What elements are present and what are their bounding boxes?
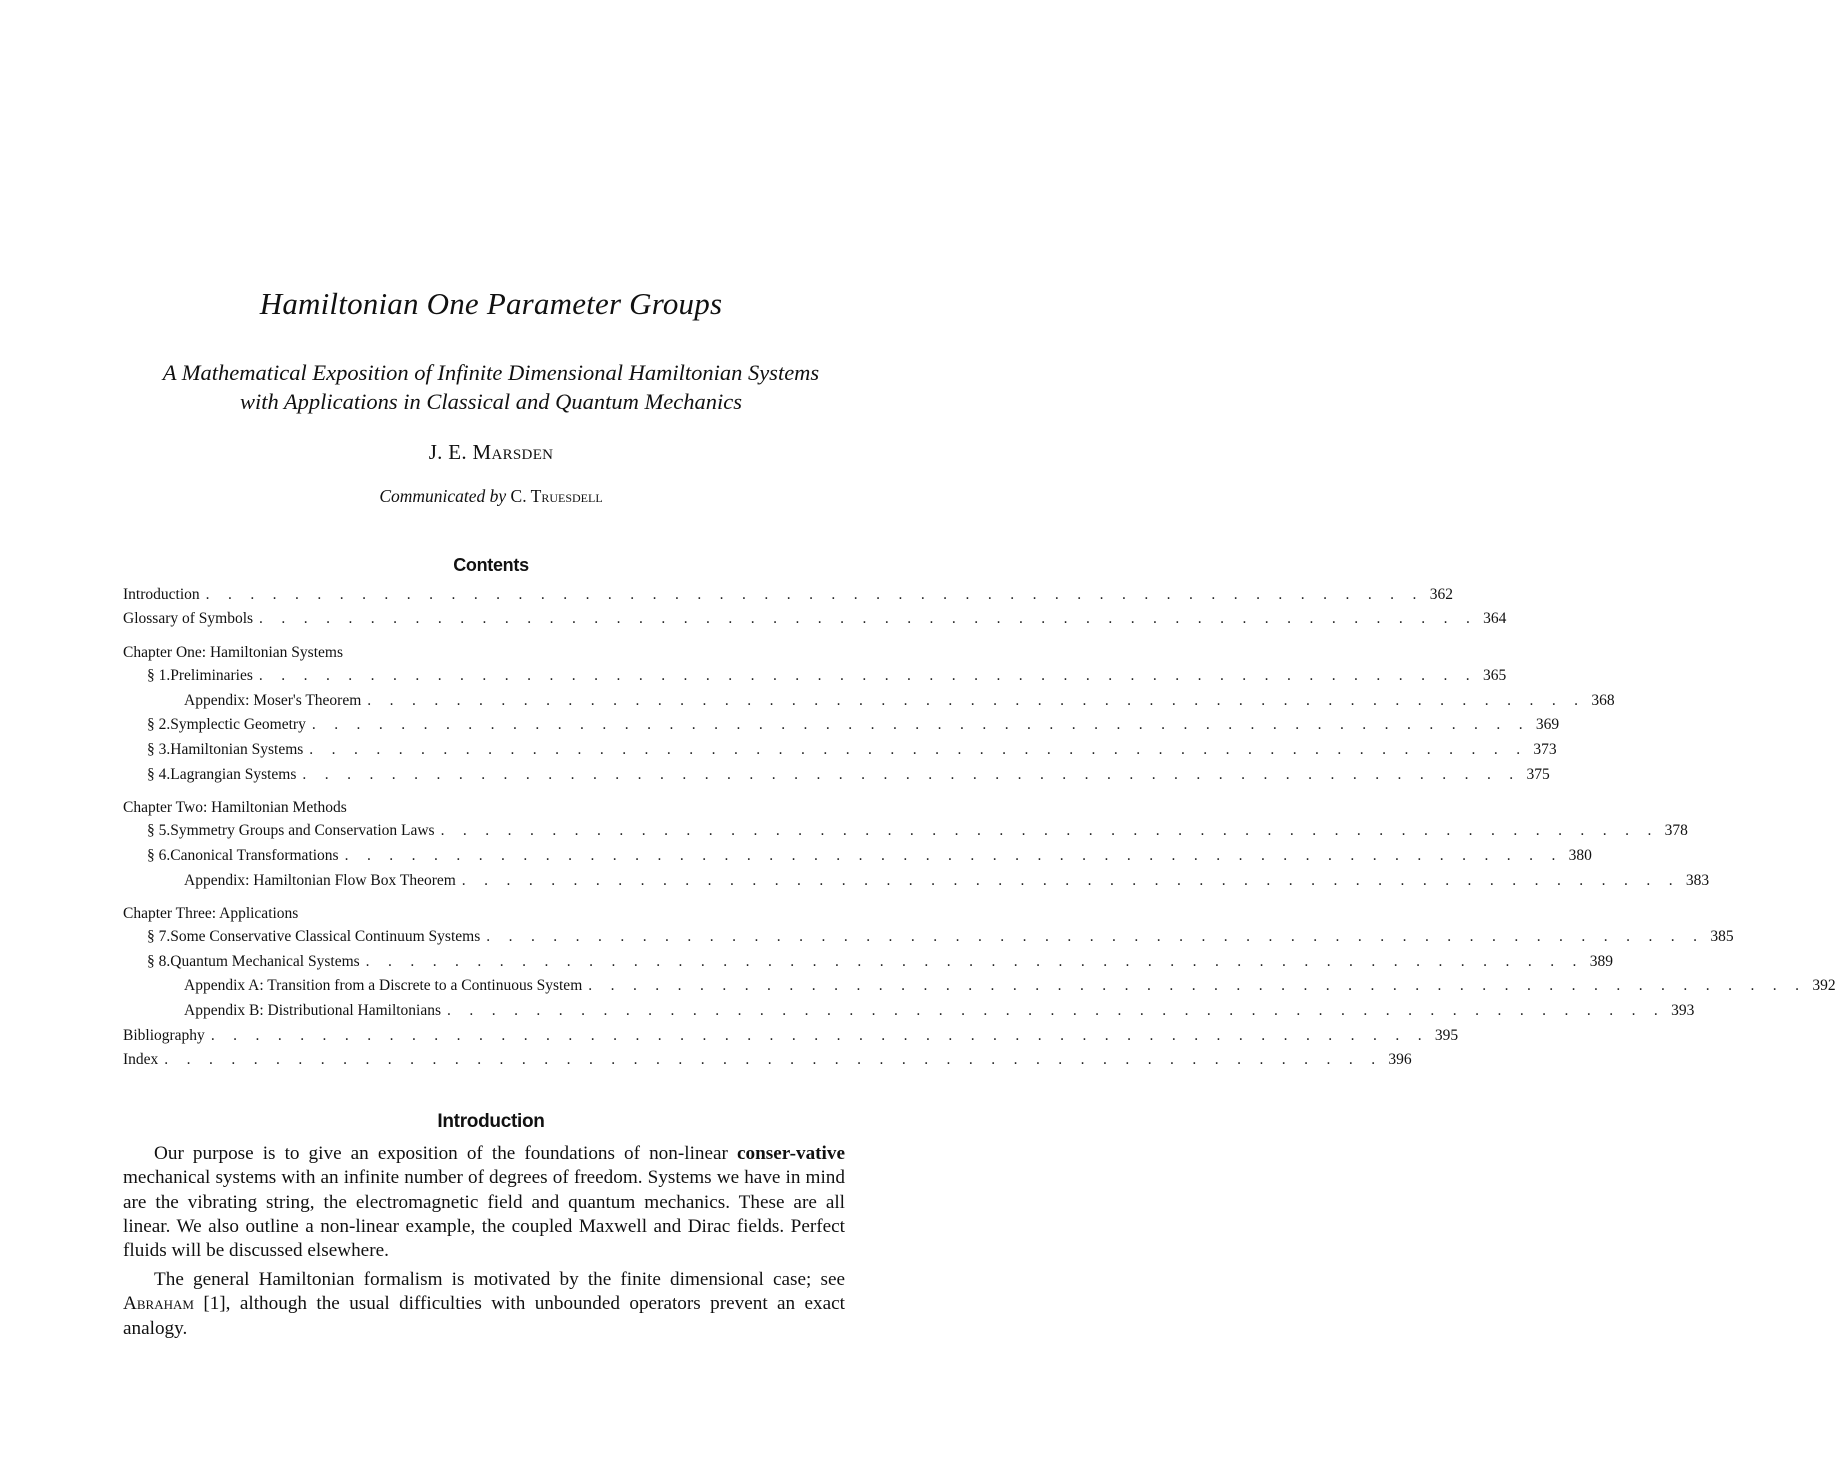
toc-entry-appendix-b[interactable] [184,1002,1695,1024]
intro-p1-bold: conser-vative [737,1143,845,1164]
toc-page-number: 396 [1388,1051,1412,1068]
toc-entry-appendix-moser[interactable] [184,692,1615,714]
toc-page-number: 373 [1533,741,1557,758]
toc-entry-section-6[interactable] [147,847,1592,869]
toc-section-number: § 3. [147,741,171,758]
toc-entry-index[interactable] [123,1051,1412,1073]
paper-title: Hamiltonian One Parameter Groups [259,286,723,321]
intro-p1-text-b: mechanical systems with an infinite number of degrees of freedom. Systems we have in mind are the vibrating string, the electromagnetic field and quantum mechanics. These are all linear. We also outline a non-linear example, the coupled Maxwell and Dirac fields. Perfect fluids will be discussed elsewhere. [123,1167,845,1262]
subtitle-line-1: A Mathematical Exposition of Infinite Dimensional Hamiltonian Systems [162,360,820,385]
communicated-prefix: Communicated by [379,486,507,506]
toc-section-number: § 7. [147,928,171,945]
toc-leader: . . . . . . . . . . . . . . . . . . . . . . . . . . . . . . . . . . . . . . . . . . . . . . . . . . . . . . . [486,928,1705,945]
toc-leader: . . . . . . . . . . . . . . . . . . . . . . . . . . . . . . . . . . . . . . . . . . . . . . . . . . . . . . . [302,766,1521,783]
toc-entry-section-7[interactable] [147,928,1734,950]
toc-label: Introduction [123,586,200,603]
toc-chapter-one: Chapter One: Hamiltonian Systems [123,644,343,661]
toc-chapter-two: Chapter Two: Hamiltonian Methods [123,799,347,816]
toc-section-number: § 6. [147,847,171,864]
toc-leader: . . . . . . . . . . . . . . . . . . . . . . . . . . . . . . . . . . . . . . . . . . . . . . . . . . . . . . . [205,586,1424,603]
toc-leader: . . . . . . . . . . . . . . . . . . . . . . . . . . . . . . . . . . . . . . . . . . . . . . . . . . . . . . . [258,667,1477,684]
toc-page-number: 395 [1434,1027,1459,1044]
toc-page-number: 385 [1710,928,1734,945]
toc-leader: . . . . . . . . . . . . . . . . . . . . . . . . . . . . . . . . . . . . . . . . . . . . . . . . . . . . . . . [461,872,1680,889]
contents-heading: Contents [453,555,529,575]
toc-page-number: 362 [1429,586,1453,603]
toc-page-number: 364 [1483,610,1507,627]
toc-page-number: 393 [1671,1002,1695,1019]
toc-entry-section-1[interactable] [147,667,1507,689]
toc-leader: . . . . . . . . . . . . . . . . . . . . . . . . . . . . . . . . . . . . . . . . . . . . . . . . . . . . . . . [309,741,1528,758]
toc-label: Symmetry Groups and Conservation Laws [170,822,435,839]
toc-leader: . . . . . . . . . . . . . . . . . . . . . . . . . . . . . . . . . . . . . . . . . . . . . . . . . . . . . . . [164,1051,1383,1068]
toc-page-number: 383 [1685,872,1710,889]
intro-p1-text-a: Our purpose is to give an exposition of the foundations of non-linear [154,1143,738,1164]
toc-section-number: § 1. [147,667,171,684]
toc-entry-section-4[interactable] [147,766,1550,788]
toc-label: Hamiltonian Systems [170,741,304,758]
toc-page-number: 380 [1568,847,1592,864]
toc-section-number: § 2. [147,716,171,733]
toc-label: Bibliography [123,1027,205,1044]
toc-label: Appendix B: Distributional Hamiltonians [184,1002,442,1019]
toc-page-number: 375 [1526,766,1550,783]
toc-label: Index [123,1051,159,1068]
toc-leader: . . . . . . . . . . . . . . . . . . . . . . . . . . . . . . . . . . . . . . . . . . . . . . . . . . . . . . . [259,610,1478,627]
toc-page-number: 389 [1589,953,1613,970]
toc-label: Appendix: Hamiltonian Flow Box Theorem [184,872,456,889]
toc-leader: . . . . . . . . . . . . . . . . . . . . . . . . . . . . . . . . . . . . . . . . . . . . . . . . . . . . . . . [210,1027,1429,1044]
toc-entry-section-5[interactable] [147,822,1688,844]
toc-chapter-three: Chapter Three: Applications [123,905,299,922]
toc-label: Appendix A: Transition from a Discrete to a Continuous System [184,977,583,994]
intro-paragraph-1 [123,1142,845,1263]
toc-entry-bibliography[interactable] [123,1027,1459,1049]
communicator-name: C. Truesdell [510,486,603,506]
author-name: J. E. Marsden [428,440,554,464]
toc-label: Canonical Transformations [170,847,339,864]
toc-label: Lagrangian Systems [170,766,297,783]
toc-entry-section-2[interactable] [147,716,1560,738]
toc-section-number: § 4. [147,766,171,783]
toc-label: Appendix: Moser's Theorem [184,692,362,709]
toc-page-number: 365 [1482,667,1507,684]
toc-entry-section-8[interactable] [147,953,1613,975]
toc-page-number: 378 [1664,822,1688,839]
toc-label: Preliminaries [170,667,253,684]
subtitle-line-2: with Applications in Classical and Quantum Mechanics [239,389,743,414]
introduction-heading: Introduction [437,1111,545,1132]
intro-paragraph-2 [123,1268,845,1341]
intro-p2-text-b: [1], although the usual difficulties with unbounded operators prevent an exact analogy. [123,1293,845,1339]
intro-p2-citation-name: Abraham [123,1293,194,1315]
toc-entry-section-3[interactable] [147,741,1557,763]
toc-label: Glossary of Symbols [123,610,254,627]
toc-page-number: 369 [1535,716,1560,733]
toc-leader: . . . . . . . . . . . . . . . . . . . . . . . . . . . . . . . . . . . . . . . . . . . . . . . . . . . . . . . [311,716,1530,733]
toc-leader: . . . . . . . . . . . . . . . . . . . . . . . . . . . . . . . . . . . . . . . . . . . . . . . . . . . . . . . [588,977,1807,994]
toc-section-number: § 8. [147,953,171,970]
toc-leader: . . . . . . . . . . . . . . . . . . . . . . . . . . . . . . . . . . . . . . . . . . . . . . . . . . . . . . . [447,1002,1666,1019]
toc-entry-appendix-flow-box[interactable] [184,872,1710,894]
toc-entry-glossary[interactable] [123,610,1507,632]
communicated-by [0,486,982,507]
intro-p2-text-a: The general Hamiltonian formalism is motivated by the finite dimensional case; see [154,1269,845,1290]
toc-label: Symplectic Geometry [170,716,306,733]
toc-leader: . . . . . . . . . . . . . . . . . . . . . . . . . . . . . . . . . . . . . . . . . . . . . . . . . . . . . . . [440,822,1659,839]
toc-label: Some Conservative Classical Continuum Systems [170,928,481,945]
toc-leader: . . . . . . . . . . . . . . . . . . . . . . . . . . . . . . . . . . . . . . . . . . . . . . . . . . . . . . . [365,953,1584,970]
toc-entry-appendix-a[interactable] [184,977,1836,999]
toc-label: Quantum Mechanical Systems [170,953,360,970]
toc-leader: . . . . . . . . . . . . . . . . . . . . . . . . . . . . . . . . . . . . . . . . . . . . . . . . . . . . . . . [344,847,1563,864]
toc-page-number: 392 [1812,977,1836,994]
toc-entry-introduction[interactable] [123,586,1453,608]
toc-leader: . . . . . . . . . . . . . . . . . . . . . . . . . . . . . . . . . . . . . . . . . . . . . . . . . . . . . . . [367,692,1586,709]
toc-section-number: § 5. [147,822,171,839]
paper-subtitle [100,358,882,416]
toc-page-number: 368 [1591,692,1615,709]
